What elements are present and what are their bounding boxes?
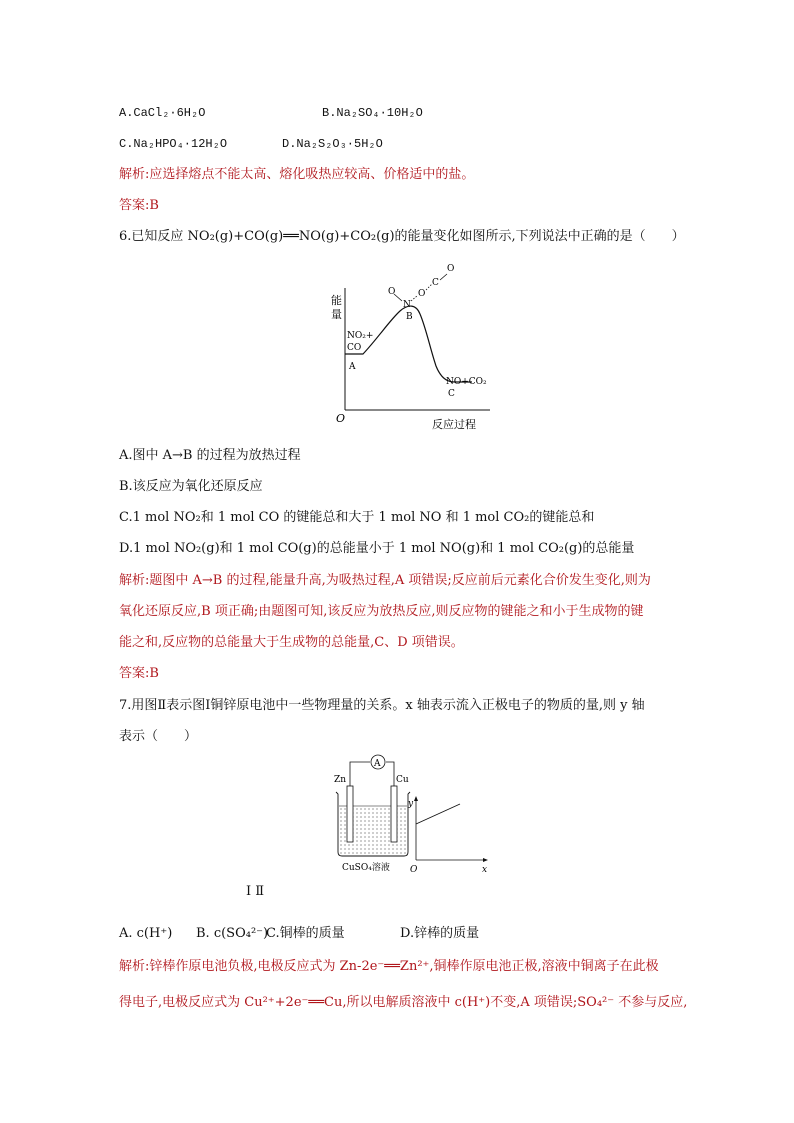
point-c-label: C xyxy=(448,389,455,399)
q6-stem: 6.已知反应 NO₂(g)+CO(g)══NO(g)+CO₂(g)的能量变化如图所示,下列说法中正确的是（ ） xyxy=(119,229,685,244)
x-axis-label: x xyxy=(482,865,488,875)
solution-label: CuSO₄溶液 xyxy=(342,863,390,873)
q5-analysis: 解析:应选择熔点不能太高、熔化吸热应较高、价格适中的盐。 xyxy=(119,167,475,182)
q6-analysis-line-1: 解析:题图中 A→B 的过程,能量升高,为吸热过程,A 项错误;反应前后元素化合价发生变化,则为 xyxy=(119,573,651,588)
q6-option-b: B.该反应为氧化还原反应 xyxy=(119,479,263,494)
ts-o1: O xyxy=(388,287,396,297)
ts-o3: O xyxy=(447,264,455,274)
ammeter-label: A xyxy=(374,759,381,769)
q7-analysis-line-1: 解析:锌棒作原电池负极,电极反应式为 Zn-2e⁻══Zn²⁺,铜棒作原电池正极,溶液中铜离子在此极 xyxy=(119,959,659,974)
ts-o2: O xyxy=(418,289,426,299)
q5-option-a: A.CaCl₂·6H₂O xyxy=(119,106,206,120)
graph-origin-label: O xyxy=(410,865,418,875)
ts-n: N xyxy=(403,300,411,310)
q6-option-d: D.1 mol NO₂(g)和 1 mol CO(g)的总能量小于 1 mol NO(g)和 1 mol CO₂(g)的总能量 xyxy=(119,541,635,556)
q7-option-a: A. c(H⁺) xyxy=(119,926,173,941)
zn-label: Zn xyxy=(334,775,347,785)
energy-diagram xyxy=(330,258,500,434)
galvanic-cell-figure xyxy=(328,752,498,880)
cu-label: Cu xyxy=(396,775,409,785)
reactant-label-1: NO₂+ xyxy=(347,331,374,341)
q6-analysis-line-3: 能之和,反应物的总能量大于生成物的总能量,C、D 项错误。 xyxy=(119,635,464,650)
energy-axis-label-1: 能 xyxy=(331,294,342,307)
q6-analysis-line-2: 氧化还原反应,B 项正确;由题图可知,该反应为放热反应,则反应物的键能之和小于生成物的键 xyxy=(119,604,644,619)
product-label: NO+CO₂ xyxy=(446,377,487,387)
ts-c: C xyxy=(432,278,439,288)
reactant-label-2: CO xyxy=(347,343,362,353)
cu-electrode xyxy=(391,786,397,842)
figure-labels: Ⅰ Ⅱ xyxy=(246,884,265,899)
q5-option-c: C.Na₂HPO₄·12H₂O xyxy=(119,137,228,151)
zn-electrode xyxy=(347,786,353,842)
energy-axis-label-2: 量 xyxy=(331,308,342,321)
q5-option-d: D.Na₂S₂O₃·5H₂O xyxy=(282,137,383,151)
q7-option-c: C.铜棒的质量 xyxy=(266,926,345,941)
point-a-label: A xyxy=(349,362,356,372)
reaction-axis-label: 反应过程 xyxy=(432,418,476,431)
q7-option-b: B. c(SO₄²⁻) xyxy=(196,926,269,941)
q6-option-c: C.1 mol NO₂和 1 mol CO 的键能总和大于 1 mol NO 和 1 mol CO₂的键能总和 xyxy=(119,510,595,525)
q5-option-b: B.Na₂SO₄·10H₂O xyxy=(322,106,423,120)
graph-line xyxy=(416,804,460,824)
origin-label: O xyxy=(336,412,346,425)
point-b-label: B xyxy=(406,312,413,322)
q7-analysis-line-2: 得电子,电极反应式为 Cu²⁺+2e⁻══Cu,所以电解质溶液中 c(H⁺)不变,A 项错误;SO₄²⁻ 不参与反应, xyxy=(119,995,688,1010)
q5-answer: 答案:B xyxy=(119,198,159,213)
q6-option-a: A.图中 A→B 的过程为放热过程 xyxy=(119,448,301,463)
q7-stem-line-2: 表示（ ） xyxy=(119,729,198,744)
q7-stem-line-1: 7.用图Ⅱ表示图Ⅰ铜锌原电池中一些物理量的关系。x 轴表示流入正极电子的物质的量,则 y 轴 xyxy=(119,698,645,713)
q6-answer: 答案:B xyxy=(119,666,159,681)
q7-option-d: D.锌棒的质量 xyxy=(400,926,480,941)
y-axis-label: y xyxy=(408,799,414,809)
